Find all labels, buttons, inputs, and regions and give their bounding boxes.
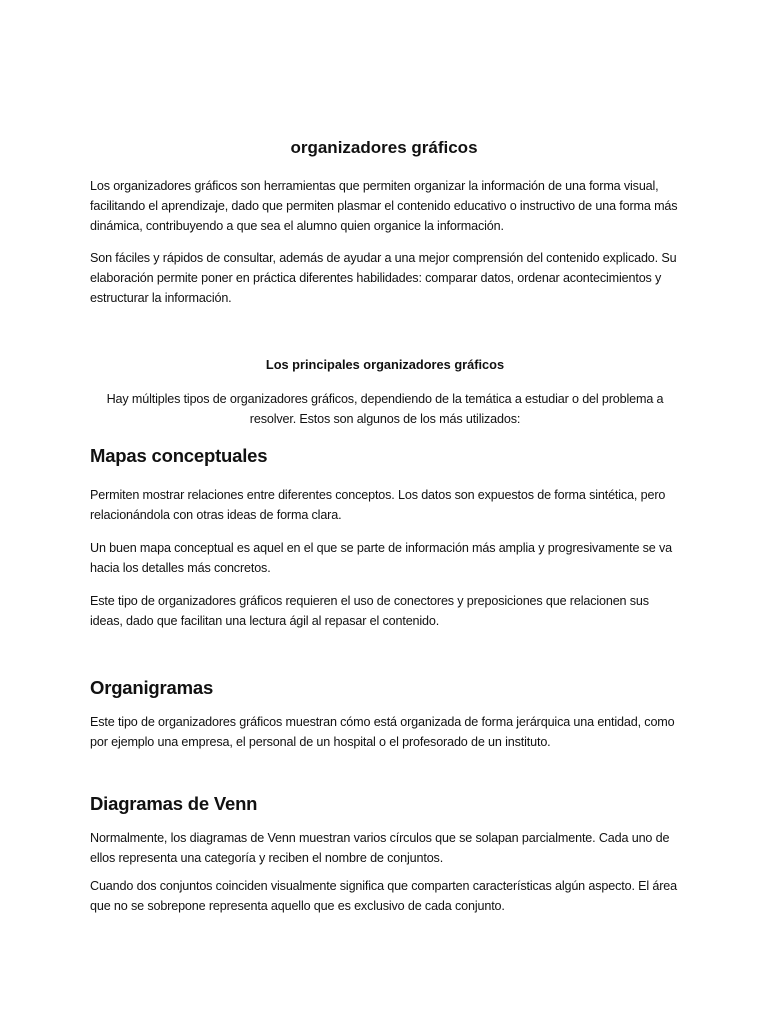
document-title: organizadores gráficos — [290, 138, 478, 157]
intro-paragraph-1: Los organizadores gráficos son herramientas que permiten organizar la información de una forma visual, facilitando el aprendizaje, dado que permiten plasmar el contenido educativo o instructivo de una forma más dinámica, contribuyendo a que sea el alumno quien organice la información. — [90, 179, 678, 233]
venn-paragraph-2: Cuando dos conjuntos coinciden visualmente significa que comparten características algún aspecto. El área que no se sobrepone representa aquello que es exclusivo de cada conjunto. — [90, 879, 677, 913]
organigramas-paragraph-1: Este tipo de organizadores gráficos muestran cómo está organizada de forma jerárquica una entidad, como por ejemplo una empresa, el personal de un hospital o el profesorado de un instituto. — [90, 715, 675, 749]
section-heading-organigramas: Organigramas — [90, 677, 214, 698]
mapas-paragraph-2: Un buen mapa conceptual es aquel en el que se parte de información más amplia y progresivamente se va hacia los detalles más concretos. — [90, 541, 673, 575]
intro-paragraph-2: Son fáciles y rápidos de consultar, además de ayudar a una mejor comprensión del contenido explicado. Su elaboración permite poner en práctica diferentes habilidades: comparar datos, ordenar acontecimientos y estructurar la información. — [90, 251, 677, 305]
mapas-paragraph-1: Permiten mostrar relaciones entre diferentes conceptos. Los datos son expuestos de forma sintética, pero relacionándola con otras ideas de forma clara. — [90, 488, 666, 522]
venn-paragraph-1: Normalmente, los diagramas de Venn muestran varios círculos que se solapan parcialmente. Cada uno de ellos representa una categoría y reciben el nombre de conjuntos. — [90, 831, 670, 865]
section-heading-mapas-conceptuales: Mapas conceptuales — [90, 445, 268, 466]
section-heading-diagramas-de-venn: Diagramas de Venn — [90, 793, 258, 814]
mapas-paragraph-3: Este tipo de organizadores gráficos requieren el uso de conectores y preposiciones que relacionen sus ideas, dado que facilitan una lectura ágil al repasar el contenido. — [90, 594, 649, 628]
subtitle-paragraph: Hay múltiples tipos de organizadores gráficos, dependiendo de la temática a estudiar o del problema a resolver. Estos son algunos de los más utilizados: — [106, 392, 664, 426]
section-subtitle: Los principales organizadores gráficos — [265, 357, 505, 372]
